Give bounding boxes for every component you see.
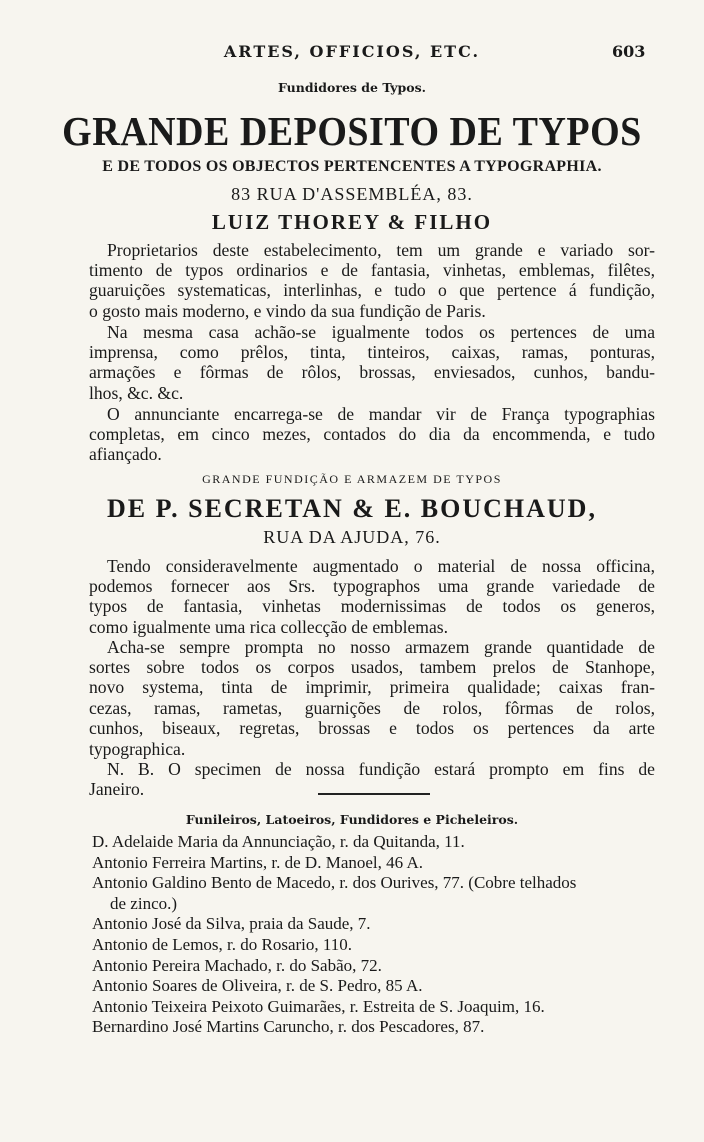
paragraph-thorey-2 (107, 322, 655, 342)
list-item: Antonio Galdino Bento de Macedo, r. dos Ourives, 77. (Cobre telhados (92, 873, 577, 893)
text-line: Acha-se sempre prompta no nosso armazem grande quantidade de (107, 637, 655, 657)
running-head: ARTES, OFFICIOS, ETC. (223, 42, 481, 61)
text-line: Proprietarios deste estabelecimento, tem um grande e variado sor- (107, 240, 655, 260)
paragraph-secretan-1 (107, 556, 655, 576)
paragraph-secretan-2-cont (89, 657, 655, 759)
section-divider (318, 793, 430, 795)
firm-name-thorey: LUIZ THOREY & FILHO (211, 210, 493, 234)
text-line: O annunciante encarrega-se de mandar vir de França typographias (107, 404, 655, 424)
list-item: Antonio de Lemos, r. do Rosario, 110. (92, 934, 353, 954)
paragraph-thorey-3-cont (89, 424, 655, 465)
list-item: Antonio Pereira Machado, r. do Sabão, 72. (92, 955, 382, 975)
firm-name-secretan: DE P. SECRETAN & E. BOUCHAUD, (107, 494, 597, 523)
list-item: Antonio Soares de Oliveira, r. de S. Pedro, 85 A. (92, 976, 423, 996)
paragraph-thorey-2-cont (89, 342, 655, 403)
ad-title: GRANDE DEPOSITO DE TYPOS (62, 109, 642, 155)
section-heading-type-founders: Fundidores de Typos. (277, 80, 427, 95)
paragraph-thorey-1 (107, 240, 655, 260)
text-line: cunhos, biseaux, regretas, brossas e todos os pertences da arte (89, 718, 655, 739)
text-line: N. B. O specimen de nossa fundição estará prompto em fins de (107, 759, 655, 779)
text-line: podemos fornecer aos Srs. typographos uma grande variedade de (89, 576, 655, 596)
ad-address-ajuda: RUA DA AJUDA, 76. (263, 527, 441, 547)
text-line: Na mesma casa achão-se igualmente todos os pertences de uma (107, 322, 655, 342)
list-item: D. Adelaide Maria da Annunciação, r. da Quitanda, 11. (92, 832, 465, 851)
paragraph-secretan-nb-cont (89, 779, 655, 799)
paragraph-thorey-3 (107, 404, 655, 424)
section-heading-foundry: GRANDE FUNDIÇÃO E ARMAZEM DE TYPOS (202, 472, 502, 486)
paragraph-secretan-nb (107, 759, 655, 779)
text-line: guaruições systematicas, interlinhas, e tudo o que pertence á fundição, (89, 280, 655, 301)
text-line: typos de fantasia, vinhetas modernissimas de todos os generos, (89, 596, 655, 617)
text-line: o gosto mais moderno, e vindo da sua fundição de Paris. (89, 300, 486, 321)
ad-subtitle: E DE TODOS OS OBJECTOS PERTENCENTES A TYPOGRAPHIA. (102, 158, 602, 175)
list-item: Antonio José da Silva, praia da Saude, 7. (92, 914, 371, 934)
text-line: Janeiro. (89, 779, 145, 799)
section-heading-tinsmiths: Funileiros, Latoeiros, Fundidores e Picheleiros. (185, 812, 519, 827)
paragraph-secretan-2 (107, 637, 655, 657)
text-line: lhos, &c. &c. (89, 382, 184, 403)
text-line: Tendo consideravelmente augmentado o material de nossa officina, (107, 556, 655, 576)
text-line: timento de typos ordinarios e de fantasia, vinhetas, emblemas, filêtes, (89, 260, 655, 280)
directory-list (92, 832, 692, 1038)
paragraph-thorey-1-cont (89, 260, 655, 321)
paragraph-secretan-1-cont (89, 576, 655, 637)
text-line: como igualmente uma rica collecção de emblemas. (89, 616, 449, 637)
list-item: Bernardino José Martins Caruncho, r. dos Pescadores, 87. (92, 1017, 485, 1037)
ad-address: 83 RUA D'ASSEMBLÉA, 83. (231, 184, 473, 204)
text-line: armações e fôrmas de rôlos, brossas, enviesados, cunhos, bandu- (89, 362, 655, 383)
text-line: sortes sobre todos os corpos usados, tambem prelos de Stanhope, (89, 657, 655, 677)
text-line: cezas, ramas, rametas, guarnições de rolos, fôrmas de rolos, (89, 697, 655, 718)
list-item: Antonio Ferreira Martins, r. de D. Manoel, 46 A. (92, 852, 423, 872)
list-item: Antonio Teixeira Peixoto Guimarães, r. Estreita de S. Joaquim, 16. (92, 996, 545, 1016)
list-item-continuation: de zinco.) (110, 893, 178, 913)
text-line: novo systema, tinta de imprimir, primeira qualidade; caixas fran- (89, 677, 655, 698)
text-line: imprensa, como prêlos, tinta, tinteiros, caixas, ramas, ponturas, (89, 342, 655, 362)
text-line: afiançado. (89, 444, 162, 465)
text-line: completas, em cinco mezes, contados do dia da encommenda, e tudo (89, 424, 655, 444)
page-number: 603 (612, 42, 646, 61)
text-line: typographica. (89, 738, 186, 759)
